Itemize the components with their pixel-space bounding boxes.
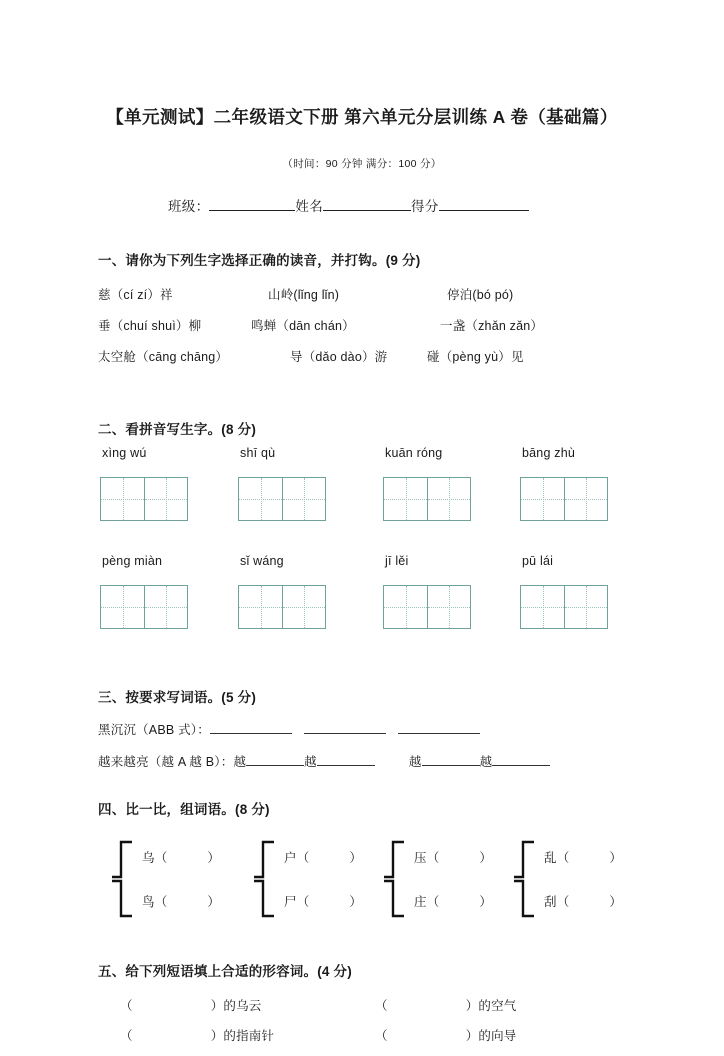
brace-word-bottom[interactable]: 刮（ ） <box>544 895 623 909</box>
grid-cell[interactable] <box>521 586 564 628</box>
pinyin-label: xìng wú <box>102 446 147 460</box>
q1-item[interactable]: 停泊(bó pó) <box>447 288 514 302</box>
yue-char: 越 <box>233 755 247 769</box>
adjective-phrase[interactable]: （ ）的空气 <box>375 999 517 1013</box>
section-1-row <box>0 285 724 316</box>
score-label: 得分 <box>411 199 439 214</box>
pinyin-grid-unit <box>100 446 188 521</box>
grid-cell[interactable] <box>384 478 427 520</box>
section-4-heading: 四、比一比，组词语。(8 分) <box>98 802 270 817</box>
q1-item[interactable]: 慈（cí zí）祥 <box>98 288 173 302</box>
pinyin-label: pèng miàn <box>102 554 163 568</box>
q1-item[interactable]: 鸣蝉（dān chán） <box>251 319 355 333</box>
curly-brace-icon <box>384 840 406 918</box>
adjective-phrase[interactable]: （ ）的乌云 <box>120 999 262 1013</box>
grid-cell[interactable] <box>239 586 282 628</box>
character-grid-box[interactable] <box>100 585 188 629</box>
exam-subtitle: （时间：90 分钟 满分：100 分） <box>282 158 442 170</box>
pinyin-grid-unit <box>520 446 608 521</box>
brace-word-bottom[interactable]: 鸟（ ） <box>142 895 221 909</box>
yue-char: 越 <box>304 755 317 769</box>
brace-word-list <box>142 834 248 926</box>
section-5-row <box>0 1026 724 1056</box>
q1-item[interactable]: 山岭(lǐng lǐn) <box>268 288 340 302</box>
grid-cell[interactable] <box>101 478 144 520</box>
section-3-heading: 三、按要求写词语。(5 分) <box>98 690 257 705</box>
pinyin-label: shī qù <box>240 446 276 460</box>
q1-item[interactable]: 太空舱（cāng chāng） <box>98 350 229 364</box>
section-5-row <box>0 996 724 1026</box>
section-1-heading: 一、请你为下列生字选择正确的读音，并打钩。(9 分) <box>98 253 421 268</box>
character-grid-box[interactable] <box>520 477 608 521</box>
q1-item[interactable]: 导（dǎo dào）游 <box>290 350 388 364</box>
yue-char: 越 <box>479 755 493 769</box>
pinyin-label: bāng zhù <box>522 446 576 460</box>
grid-cell[interactable] <box>384 586 427 628</box>
section-2-grid-row <box>0 446 724 542</box>
character-grid-box[interactable] <box>238 477 326 521</box>
name-label: 姓名 <box>295 199 324 214</box>
character-grid-box[interactable] <box>383 477 471 521</box>
adjective-phrase[interactable]: （ ）的指南针 <box>120 1029 275 1043</box>
brace-word-top[interactable]: 乌（ ） <box>142 851 221 865</box>
abb-blank[interactable] <box>304 733 386 734</box>
grid-cell[interactable] <box>427 586 470 628</box>
brace-word-top[interactable]: 户（ ） <box>284 851 363 865</box>
grid-cell[interactable] <box>564 586 607 628</box>
curly-brace-icon <box>514 840 536 918</box>
abb-prompt: 黑沉沉（ABB 式）： <box>98 723 210 737</box>
yue-blank[interactable] <box>317 765 375 766</box>
pinyin-grid-unit <box>100 554 188 629</box>
grid-cell[interactable] <box>521 478 564 520</box>
character-grid-box[interactable] <box>100 477 188 521</box>
grid-cell[interactable] <box>427 478 470 520</box>
pinyin-grid-unit <box>383 554 471 629</box>
class-label: 班级： <box>168 199 210 214</box>
grid-cell[interactable] <box>282 478 325 520</box>
brace-word-bottom[interactable]: 庄（ ） <box>414 895 493 909</box>
brace-word-top[interactable]: 压（ ） <box>414 851 493 865</box>
pinyin-label: jī lěi <box>385 554 409 568</box>
brace-group <box>240 834 390 926</box>
section-1-row <box>0 347 724 378</box>
section-1-row <box>0 316 724 347</box>
yue-prompt: 越来越亮（越 A 越 B）： <box>98 755 234 769</box>
pinyin-label: pū lái <box>522 554 554 568</box>
brace-group <box>370 834 520 926</box>
brace-word-list <box>544 834 650 926</box>
score-blank[interactable] <box>439 210 529 211</box>
grid-cell[interactable] <box>282 586 325 628</box>
grid-cell[interactable] <box>144 586 187 628</box>
grid-cell[interactable] <box>101 586 144 628</box>
brace-group <box>500 834 650 926</box>
yue-char: 越 <box>408 755 422 769</box>
yue-blank[interactable] <box>422 765 480 766</box>
yue-blank[interactable] <box>246 765 304 766</box>
character-grid-box[interactable] <box>383 585 471 629</box>
adjective-phrase[interactable]: （ ）的向导 <box>375 1029 517 1043</box>
brace-word-top[interactable]: 乱（ ） <box>544 851 623 865</box>
pinyin-label: kuān róng <box>385 446 443 460</box>
pinyin-label: sǐ wáng <box>240 554 284 568</box>
page-title: 【单元测试】二年级语文下册 第六单元分层训练 A 卷（基础篇） <box>106 107 618 127</box>
brace-group <box>98 834 248 926</box>
student-info-line <box>0 195 724 215</box>
grid-cell[interactable] <box>564 478 607 520</box>
grid-cell[interactable] <box>239 478 282 520</box>
pinyin-grid-unit <box>520 554 608 629</box>
pinyin-grid-unit <box>383 446 471 521</box>
section-4-brace-row <box>0 834 724 926</box>
yue-blank[interactable] <box>492 765 550 766</box>
q1-item[interactable]: 垂（chuí shuì）柳 <box>98 319 202 333</box>
pinyin-grid-unit <box>238 554 326 629</box>
name-blank[interactable] <box>323 210 411 211</box>
section-3-abb-line <box>0 720 724 738</box>
q1-item[interactable]: 一盏（zhǎn zǎn） <box>440 319 544 333</box>
section-3-yue-line <box>0 752 724 770</box>
character-grid-box[interactable] <box>520 585 608 629</box>
section-2-grid-row <box>0 554 724 650</box>
pinyin-grid-unit <box>238 446 326 521</box>
class-blank[interactable] <box>209 210 295 211</box>
curly-brace-icon <box>254 840 276 918</box>
section-5-heading: 五、给下列短语填上合适的形容词。(4 分) <box>98 964 352 979</box>
grid-cell[interactable] <box>144 478 187 520</box>
abb-blank[interactable] <box>398 733 480 734</box>
section-2-heading: 二、看拼音写生字。(8 分) <box>98 422 257 437</box>
abb-blank[interactable] <box>210 733 292 734</box>
brace-word-bottom[interactable]: 尸（ ） <box>284 895 363 909</box>
character-grid-box[interactable] <box>238 585 326 629</box>
curly-brace-icon <box>112 840 134 918</box>
q1-item[interactable]: 碰（pèng yù）见 <box>427 350 524 364</box>
